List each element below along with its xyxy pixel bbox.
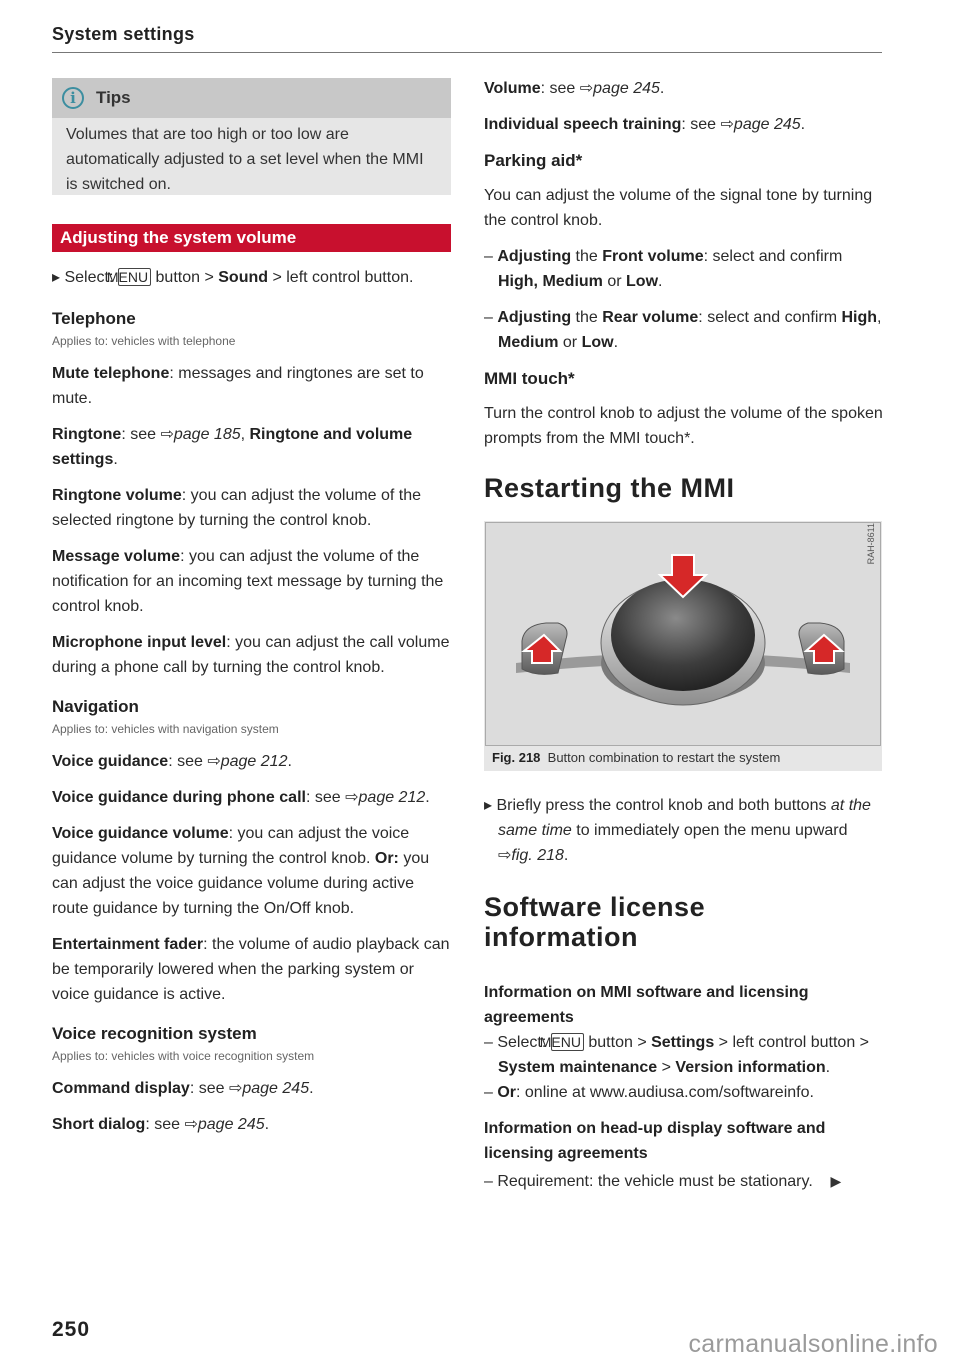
ringtone-volume: Ringtone volume: you can adjust the volume of the selected ringtone by turning the control knob. bbox=[52, 487, 422, 529]
right-column-license bbox=[484, 980, 884, 1205]
page-link[interactable]: ⇨page 245 bbox=[228, 1080, 310, 1097]
tips-text: Volumes that are too high or too low are automatically adjusted to a set level when the MMI is switched on. bbox=[66, 126, 424, 193]
navigation-applies: Applies to: vehicles with navigation system bbox=[52, 722, 279, 736]
mute-telephone: Mute telephone: messages and ringtones are set to mute. bbox=[52, 365, 424, 407]
page-link[interactable]: ⇨page 212 bbox=[345, 789, 426, 806]
figure-caption: Fig. 218 Button combination to restart the system bbox=[492, 750, 781, 765]
header-divider bbox=[52, 52, 882, 53]
microphone-input-level: Microphone input level: you can adjust the call volume during a phone call by turning the control knob. bbox=[52, 634, 450, 676]
figure-id: RAH-8611 bbox=[866, 523, 876, 565]
command-display: Command display: see ⇨page 245. bbox=[52, 1080, 314, 1097]
rear-volume-item: – Adjusting the Rear volume: select and confirm High, Medium or Low. bbox=[484, 309, 882, 351]
right-column-top bbox=[484, 76, 884, 462]
front-volume-item: – Adjusting the Front volume: select and confirm High, Medium or Low. bbox=[484, 248, 843, 290]
license-select-item: – Select: MENU button > Settings > left control button > System maintenance > Version information. bbox=[484, 1034, 869, 1076]
tips-header bbox=[52, 78, 451, 118]
tips-box bbox=[52, 78, 451, 195]
tips-title: Tips bbox=[96, 88, 131, 107]
page-link[interactable]: ⇨page 185 bbox=[160, 426, 241, 443]
continue-arrow-icon: ▶ bbox=[830, 1173, 842, 1189]
volume-line: Volume: see ⇨page 245. bbox=[484, 80, 665, 97]
section-banner: Adjusting the system volume bbox=[52, 224, 451, 252]
restart-instruction: ▸ Briefly press the control knob and both buttons at the same time to immediately open the menu upward ⇨fig. 218. bbox=[484, 797, 871, 864]
left-column bbox=[52, 265, 452, 1148]
right-column-bottom bbox=[484, 793, 884, 879]
figure-illustration bbox=[485, 522, 881, 746]
short-dialog: Short dialog: see ⇨page 245. bbox=[52, 1116, 270, 1133]
parking-aid-text: You can adjust the volume of the signal tone by turning the control knob. bbox=[484, 187, 873, 229]
voice-guidance-volume: Voice guidance volume: you can adjust the voice guidance volume by turning the control knob. Or: you can adjust the voice guidance volume during active route guidance by turning the On/Off knob. bbox=[52, 825, 430, 917]
page-link[interactable]: ⇨page 245 bbox=[184, 1116, 265, 1133]
figure-218 bbox=[484, 521, 882, 771]
select-instruction: ▸ Select: MENU button > Sound > left control button. bbox=[52, 269, 414, 286]
info-hud-heading: Information on head-up display software and licensing agreements bbox=[484, 1120, 826, 1162]
restart-heading: Restarting the MMI bbox=[484, 473, 735, 503]
page-number: 250 bbox=[52, 1318, 91, 1341]
ringtone: Ringtone: see ⇨page 185, Ringtone and volume settings. bbox=[52, 426, 413, 468]
navigation-heading: Navigation bbox=[52, 697, 139, 716]
knob-illustration bbox=[486, 523, 880, 745]
parking-aid-heading: Parking aid* bbox=[484, 151, 583, 170]
page-link[interactable]: ⇨page 245 bbox=[579, 80, 660, 97]
individual-speech-training: Individual speech training: see ⇨page 245. bbox=[484, 116, 806, 133]
voice-guidance: Voice guidance: see ⇨page 212. bbox=[52, 753, 292, 770]
voice-guidance-phone-call: Voice guidance during phone call: see ⇨page 212. bbox=[52, 789, 430, 806]
page-header-title: System settings bbox=[52, 24, 195, 44]
online-item: – Or: online at www.audiusa.com/softwareinfo. bbox=[484, 1084, 814, 1101]
page-link[interactable]: ⇨page 245 bbox=[720, 116, 801, 133]
info-icon: i bbox=[62, 87, 84, 109]
telephone-applies: Applies to: vehicles with telephone bbox=[52, 334, 236, 348]
menu-key: MENU bbox=[118, 268, 151, 286]
watermark: carmanualsonline.info bbox=[688, 1330, 938, 1358]
page-link[interactable]: ⇨page 212 bbox=[207, 753, 288, 770]
requirement-item: – Requirement: the vehicle must be stationary. ▶ bbox=[484, 1173, 842, 1190]
entertainment-fader: Entertainment fader: the volume of audio playback can be temporarily lowered when the parking system or voice guidance is active. bbox=[52, 936, 450, 1003]
message-volume: Message volume: you can adjust the volume of the notification for an incoming text message by turning the control knob. bbox=[52, 548, 444, 615]
voice-recognition-applies: Applies to: vehicles with voice recognition system bbox=[52, 1049, 315, 1063]
menu-key: MENU bbox=[551, 1033, 584, 1051]
mmi-touch-text: Turn the control knob to adjust the volume of the spoken prompts from the MMI touch*. bbox=[484, 405, 883, 447]
software-heading: Software license information bbox=[484, 892, 706, 952]
figure-link[interactable]: ⇨fig. 218 bbox=[498, 847, 564, 864]
voice-recognition-heading: Voice recognition system bbox=[52, 1024, 257, 1043]
info-mmi-heading: Information on MMI software and licensing agreements bbox=[484, 984, 809, 1026]
mmi-touch-heading: MMI touch* bbox=[484, 369, 575, 388]
telephone-heading: Telephone bbox=[52, 309, 136, 328]
